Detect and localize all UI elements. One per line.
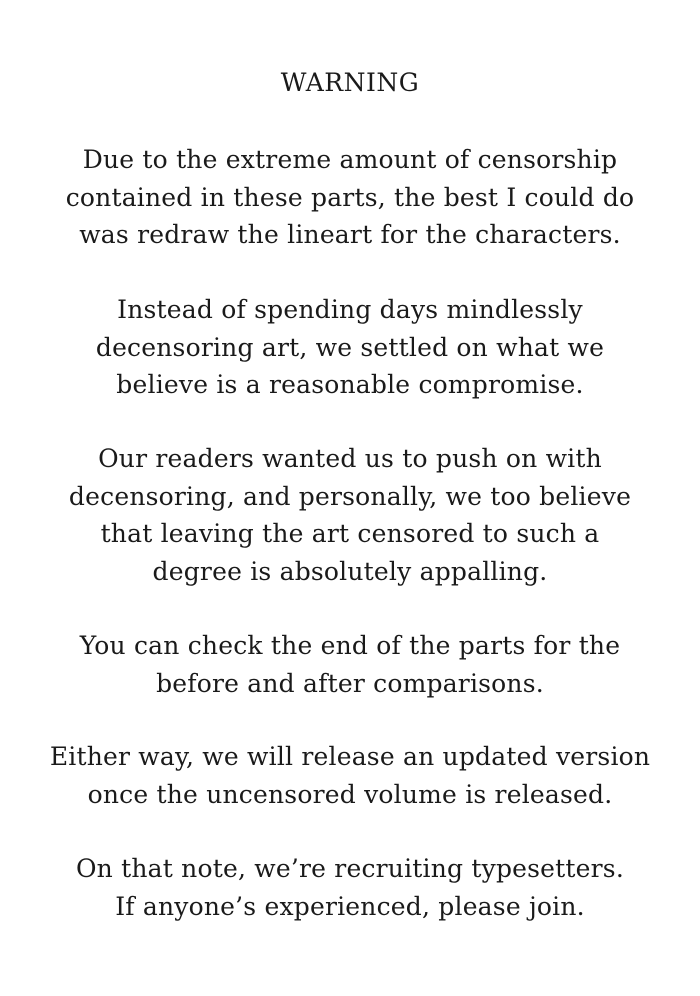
paragraph-line: once the uncensored volume is released. [87,779,613,809]
paragraph-compromise [0,291,700,404]
paragraph-readers [0,440,700,590]
paragraph-line: If anyone’s experienced, please join. [115,891,585,921]
paragraph-line: decensoring art, we settled on what we [95,332,605,362]
paragraph-line: degree is absolutely appalling. [152,556,548,586]
paragraph-line: Either way, we will release an updated version [49,742,651,771]
paragraph-line: believe is a reasonable compromise. [116,370,584,399]
paragraph-line: Due to the extreme amount of censorship [82,145,618,174]
paragraph-line: You can check the end of the parts for the [79,631,621,660]
paragraph-censorship [0,141,700,254]
paragraph-comparisons [0,627,700,702]
paragraph-line: Our readers wanted us to push on with [98,444,602,473]
paragraph-line: contained in these parts, the best I could do [65,182,635,212]
paragraph-updated-version [0,738,700,813]
paragraph-line: before and after comparisons. [156,668,544,698]
paragraph-line: On that note, we’re recruiting typesetters. [75,854,624,883]
paragraph-line: that leaving the art censored to such a [100,519,600,548]
paragraph-recruiting [0,850,700,925]
paragraph-line: decensoring, and personally, we too believe [68,481,632,511]
paragraph-line: Instead of spending days mindlessly [117,295,583,324]
paragraph-line: was redraw the lineart for the characters. [79,220,621,249]
page-title: WARNING [280,68,420,97]
